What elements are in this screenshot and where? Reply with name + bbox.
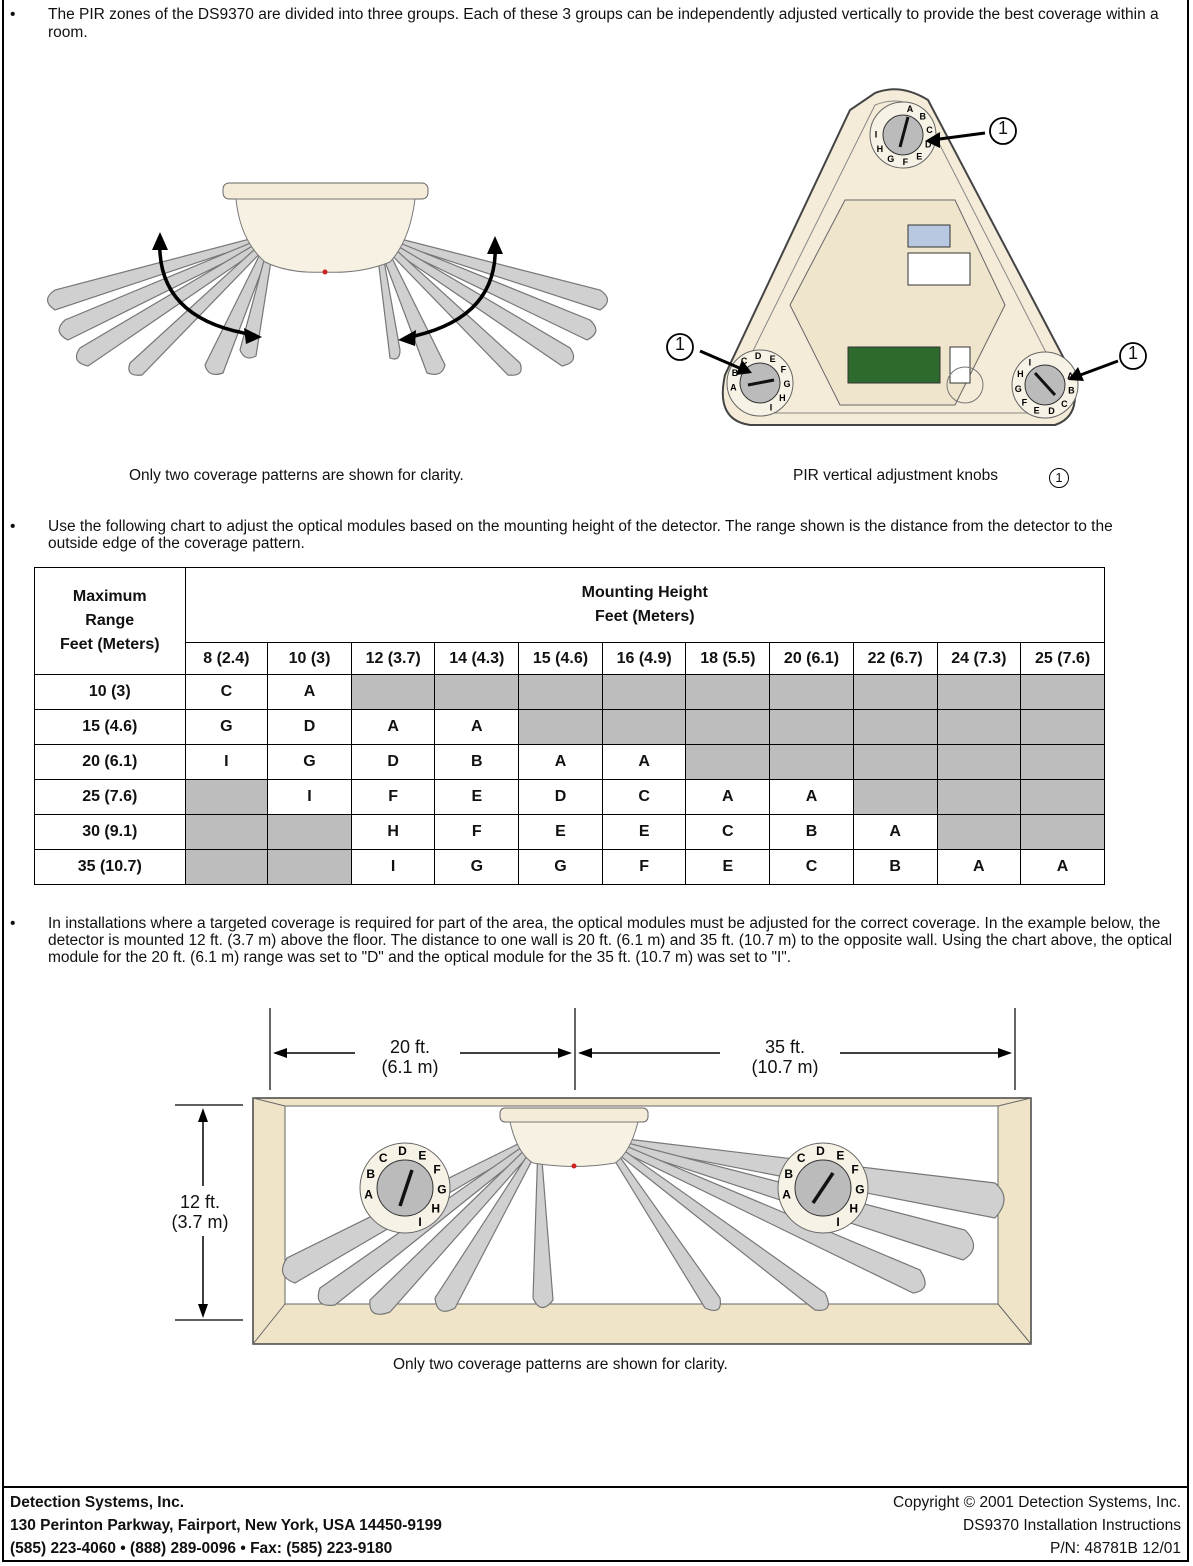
knob-letter: C	[796, 1151, 806, 1166]
knob-letter: C	[1061, 398, 1068, 409]
setting-cell: G	[435, 850, 519, 885]
knob-letter: A	[364, 1187, 373, 1202]
empty-cell	[185, 780, 268, 815]
setting-cell: I	[268, 780, 352, 815]
knob-letter: G	[1014, 383, 1022, 394]
dimension-text: 12 ft.	[179, 1192, 221, 1212]
setting-cell: H	[351, 815, 435, 850]
setting-cell: D	[351, 745, 435, 780]
knob-letter: B	[919, 111, 926, 122]
callout-number: 1	[997, 118, 1008, 138]
height-column-header: 24 (7.3)	[937, 643, 1021, 675]
empty-cell	[686, 745, 770, 780]
knob-letter: F	[433, 1162, 441, 1177]
document-title: DS9370 Installation Instructions	[963, 1517, 1181, 1534]
empty-cell	[602, 710, 686, 745]
knob-letter: I	[769, 402, 773, 413]
empty-cell	[853, 780, 937, 815]
knob-letter: H	[876, 143, 884, 154]
knob-letter: E	[916, 151, 923, 162]
knob-letter: H	[431, 1201, 441, 1216]
knob-letter: A	[1067, 370, 1074, 381]
setting-cell: C	[185, 675, 268, 710]
empty-cell	[770, 745, 854, 780]
empty-cell	[268, 815, 352, 850]
company-name: Detection Systems, Inc.	[10, 1494, 185, 1511]
empty-cell	[602, 675, 686, 710]
range-cell: 15 (4.6)	[35, 710, 186, 745]
knob-letter: D	[924, 139, 932, 150]
knob-letter: E	[418, 1148, 427, 1163]
empty-cell	[686, 675, 770, 710]
bullet-mark: •	[10, 6, 16, 23]
empty-cell	[1021, 815, 1105, 850]
dimension-text: (3.7 m)	[171, 1212, 229, 1232]
height-column-header: 10 (3)	[268, 643, 352, 675]
detector-housing-figure	[660, 85, 1160, 445]
knob-letter: F	[902, 156, 909, 167]
dimension-text: (10.7 m)	[751, 1057, 819, 1077]
empty-cell	[1021, 745, 1105, 780]
setting-cell: A	[351, 710, 435, 745]
knob-letter: I	[1028, 357, 1032, 368]
knob-letter: H	[779, 393, 786, 404]
knob-letter: A	[782, 1187, 791, 1202]
empty-cell	[268, 850, 352, 885]
mounting-height-table	[34, 567, 1105, 885]
setting-cell: D	[519, 780, 603, 815]
setting-cell: A	[435, 710, 519, 745]
dimension-label-right	[730, 1037, 840, 1077]
empty-cell	[937, 745, 1021, 780]
setting-cell: A	[686, 780, 770, 815]
knob-letter: C	[926, 124, 933, 135]
empty-cell	[519, 710, 603, 745]
empty-cell	[853, 745, 937, 780]
setting-cell: A	[268, 675, 352, 710]
knob-letter: B	[366, 1167, 376, 1182]
knob-letter: D	[754, 351, 762, 362]
empty-cell	[686, 710, 770, 745]
column-group-title	[185, 568, 1104, 643]
knob-letter: D	[816, 1144, 825, 1159]
setting-cell: A	[853, 815, 937, 850]
example-paragraph: In installations where a targeted coverage is required for part of the area, the optical modules must be adjusted for the correct coverage. In the example below, the detector is mounted 12 ft. (3.7 m) above the floor. The distance to one wall is 20 ft. (6.1 m) and 35 ft. (10.7 m) to the opposite wall. Using the chart above, the optical module for the 20 ft. (6.1 m) range was set to "D" and the optical module for the 35 ft. (10.7 m) was set to "I".	[48, 915, 1173, 966]
height-column-header: 8 (2.4)	[185, 643, 268, 675]
room-example-figure	[175, 1008, 1045, 1353]
table-row	[35, 780, 1105, 815]
empty-cell	[937, 780, 1021, 815]
knob-letter: I	[418, 1214, 422, 1229]
range-cell: 30 (9.1)	[35, 815, 186, 850]
callout-number: 1	[674, 334, 685, 354]
table-row	[35, 850, 1105, 885]
knob-letter: G	[783, 378, 791, 389]
setting-cell: I	[185, 745, 268, 780]
height-column-header: 16 (4.9)	[602, 643, 686, 675]
row-header-title	[35, 568, 186, 675]
empty-cell	[435, 675, 519, 710]
height-column-header: 25 (7.6)	[1021, 643, 1105, 675]
bullet-mark: •	[10, 518, 16, 535]
setting-cell: F	[435, 815, 519, 850]
knob-letter: F	[780, 364, 787, 375]
knob-letter: G	[855, 1182, 865, 1197]
empty-cell	[519, 675, 603, 710]
empty-cell	[853, 710, 937, 745]
figure-caption-right: PIR vertical adjustment knobs	[793, 467, 999, 484]
company-phones: (585) 223-4060 • (888) 289-0096 • Fax: (585) 223-9180	[10, 1540, 393, 1557]
empty-cell	[937, 675, 1021, 710]
height-column-header: 20 (6.1)	[770, 643, 854, 675]
setting-cell: E	[519, 815, 603, 850]
empty-cell	[185, 815, 268, 850]
knob-letter: G	[887, 154, 895, 165]
range-cell: 10 (3)	[35, 675, 186, 710]
empty-cell	[770, 675, 854, 710]
callout-number: 1	[1127, 343, 1138, 363]
range-cell: 35 (10.7)	[35, 850, 186, 885]
knob-letter: B	[784, 1167, 794, 1182]
height-column-header: 22 (6.7)	[853, 643, 937, 675]
setting-cell: E	[435, 780, 519, 815]
setting-cell: A	[937, 850, 1021, 885]
knob-letter: F	[851, 1162, 859, 1177]
row-header-line: Range	[85, 612, 135, 629]
figure2-caption: Only two coverage patterns are shown for clarity.	[393, 1356, 728, 1373]
range-cell: 25 (7.6)	[35, 780, 186, 815]
range-cell: 20 (6.1)	[35, 745, 186, 780]
knob-letter: D	[1048, 406, 1055, 417]
setting-cell: A	[770, 780, 854, 815]
column-group-line: Feet (Meters)	[594, 608, 695, 625]
knob-letter: I	[874, 129, 878, 140]
setting-cell: G	[519, 850, 603, 885]
knob-letter: B	[1068, 385, 1075, 396]
knob-letter: I	[836, 1214, 840, 1229]
empty-cell	[937, 710, 1021, 745]
setting-cell: D	[268, 710, 352, 745]
dimension-text: 35 ft.	[764, 1037, 806, 1057]
setting-cell: A	[1021, 850, 1105, 885]
height-column-header: 14 (4.3)	[435, 643, 519, 675]
setting-cell: F	[351, 780, 435, 815]
knob-letter: E	[836, 1148, 845, 1163]
setting-cell: E	[686, 850, 770, 885]
empty-cell	[937, 815, 1021, 850]
bullet-mark: •	[10, 915, 16, 932]
page-footer	[2, 1486, 1189, 1562]
setting-cell: G	[185, 710, 268, 745]
coverage-pattern-figure	[40, 180, 615, 380]
knob-letter: D	[398, 1144, 407, 1159]
setting-cell: B	[435, 745, 519, 780]
knob-letter: F	[1021, 397, 1028, 408]
table-row	[35, 815, 1105, 850]
copyright: Copyright © 2001 Detection Systems, Inc.	[893, 1494, 1181, 1511]
empty-cell	[185, 850, 268, 885]
height-column-header: 18 (5.5)	[686, 643, 770, 675]
setting-cell: B	[770, 815, 854, 850]
table-row	[35, 675, 1105, 710]
row-header-line: Feet (Meters)	[59, 636, 160, 653]
height-label	[150, 1192, 250, 1232]
dimension-text: 20 ft.	[389, 1037, 431, 1057]
setting-cell: C	[602, 780, 686, 815]
setting-cell: A	[519, 745, 603, 780]
setting-cell: F	[602, 850, 686, 885]
setting-cell: I	[351, 850, 435, 885]
table-row	[35, 710, 1105, 745]
knob-letter: H	[849, 1201, 859, 1216]
setting-cell: E	[602, 815, 686, 850]
figure-caption-left: Only two coverage patterns are shown for clarity.	[129, 467, 464, 484]
knob-letter: C	[740, 356, 748, 367]
knob-letter: H	[1017, 369, 1024, 380]
dimension-label-left	[360, 1037, 460, 1077]
empty-cell	[770, 710, 854, 745]
knob-letter: B	[731, 367, 739, 378]
caption-callout-marker: 1	[1049, 468, 1069, 488]
setting-cell: B	[853, 850, 937, 885]
chart-intro-paragraph: Use the following chart to adjust the optical modules based on the mounting height of the detector. The range shown is the distance from the detector to the outside edge of the coverage pattern.	[48, 518, 1113, 552]
table-row	[35, 745, 1105, 780]
height-column-header: 15 (4.6)	[519, 643, 603, 675]
setting-cell: C	[686, 815, 770, 850]
empty-cell	[853, 675, 937, 710]
knob-letter: C	[378, 1151, 388, 1166]
row-header-line: Maximum	[72, 588, 147, 605]
knob-letter: E	[1033, 405, 1040, 416]
empty-cell	[1021, 675, 1105, 710]
empty-cell	[351, 675, 435, 710]
empty-cell	[1021, 710, 1105, 745]
height-column-header: 12 (3.7)	[351, 643, 435, 675]
setting-cell: A	[602, 745, 686, 780]
knob-letter: A	[730, 382, 737, 393]
knob-letter: E	[769, 354, 776, 365]
empty-cell	[1021, 780, 1105, 815]
part-number: P/N: 48781B 12/01	[1050, 1540, 1181, 1557]
column-group-line: Mounting Height	[581, 584, 708, 601]
knob-letter: G	[437, 1182, 447, 1197]
setting-cell: C	[770, 850, 854, 885]
dimension-text: (6.1 m)	[381, 1057, 439, 1077]
knob-letter: A	[906, 103, 914, 114]
setting-cell: G	[268, 745, 352, 780]
company-address: 130 Perinton Parkway, Fairport, New York, USA 14450-9199	[10, 1517, 442, 1534]
intro-paragraph: The PIR zones of the DS9370 are divided into three groups. Each of these 3 groups can be independently adjusted vertically to provide the best coverage within a room.	[48, 6, 1159, 41]
